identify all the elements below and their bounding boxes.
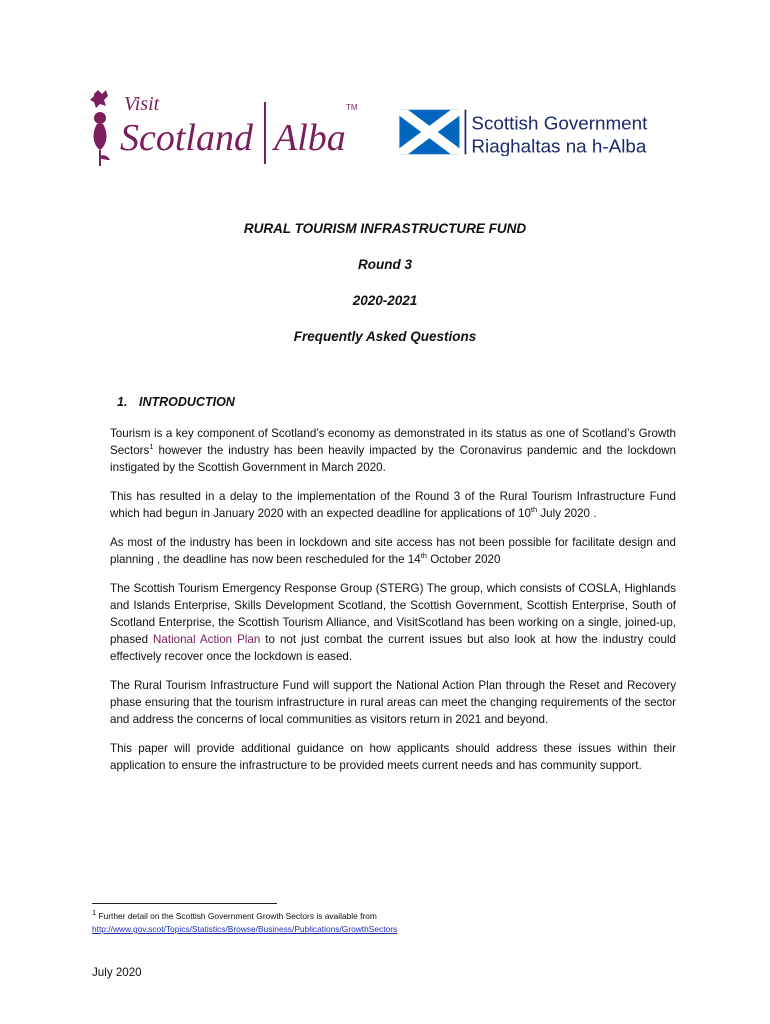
header-logos	[88, 88, 688, 168]
footnote-mark: 1	[92, 908, 97, 918]
footnote-ref[interactable]: 1	[149, 442, 154, 452]
paragraph-1: Tourism is a key component of Scotland’s economy as demonstrated in its status as one of Scotland’s Growth Sectors$^1$ however the industry has been heavily impacted by the Coronavirus pandemic and the lockdown instigated by the Scottish Government in March 2020.	[110, 427, 676, 474]
scottish-government-logo	[378, 108, 678, 156]
paragraph-5: The Rural Tourism Infrastructure Fund will support the National Action Plan through the Reset and Recovery phase ensuring that the tourism infrastructure in rural areas can meet the changing requirements of the sector and address the concerns of local communities as visitors return in 2021 and beyond.	[110, 679, 676, 726]
visit-text: Visit	[124, 93, 160, 115]
footer-date: July 2020	[92, 966, 142, 979]
round-label: Round 3	[358, 257, 412, 272]
thistle-icon	[90, 90, 108, 108]
footnote	[92, 910, 397, 936]
section-heading-introduction	[117, 395, 235, 409]
scotland-text: Scotland	[120, 117, 253, 159]
national-action-plan-link[interactable]: National Action Plan	[153, 633, 261, 646]
year-range: 2020-2021	[352, 293, 418, 308]
alba-text: Alba	[274, 117, 346, 159]
footnote-text: $^1$ Further detail on the Scottish Government Growth Sectors is available from	[92, 908, 377, 921]
section-title: INTRODUCTION	[139, 395, 235, 409]
footnote-divider	[92, 903, 277, 904]
visitscotland-alba-logo	[88, 88, 363, 168]
paragraph-3: As most of the industry has been in lockdown and site access has not been possible for facilitate design and planning , the deadline has now been rescheduled for the 14th October 2020	[110, 536, 676, 566]
section-number: 1.	[117, 395, 128, 409]
document-title: RURAL TOURISM INFRASTRUCTURE FUND	[243, 221, 527, 236]
sg-name-gaelic: Riaghaltas na h-Alba	[471, 135, 647, 156]
sg-name-english: Scottish Government	[471, 112, 648, 134]
growth-sectors-link[interactable]: http://www.gov.scot/Topics/Statistics/Browse/Business/Publications/GrowthSectors	[92, 924, 398, 934]
document-subtitle: Frequently Asked Questions	[293, 329, 477, 344]
paragraph-4: The Scottish Tourism Emergency Response Group (STERG) The group, which consists of COSLA, Highlands and Islands Enterprise, Skills Development Scotland, the Scottish Government, Scottish Enterprise, South of Scotland Enterprise, the Scottish Tourism Alliance, and VisitScotland has been working on a single, joined-up, phased National Action Plan to not just combat the current issues but also look at how the industry could effectively recover once the lockdown is eased.	[110, 582, 676, 663]
paragraph-2: This has resulted in a delay to the implementation of the Round 3 of the Rural Tourism Infrastructure Fund which had begun in January 2020 with an expected deadline for applications of 10th July 2020 .	[110, 490, 676, 520]
saltire-flag-icon	[399, 110, 459, 155]
trademark-text: TM	[346, 103, 358, 112]
paragraph-6: This paper will provide additional guidance on how applicants should address these issues within their application to ensure the infrastructure to be provided meets current needs and has community support.	[110, 742, 676, 772]
introduction-body	[110, 425, 676, 786]
